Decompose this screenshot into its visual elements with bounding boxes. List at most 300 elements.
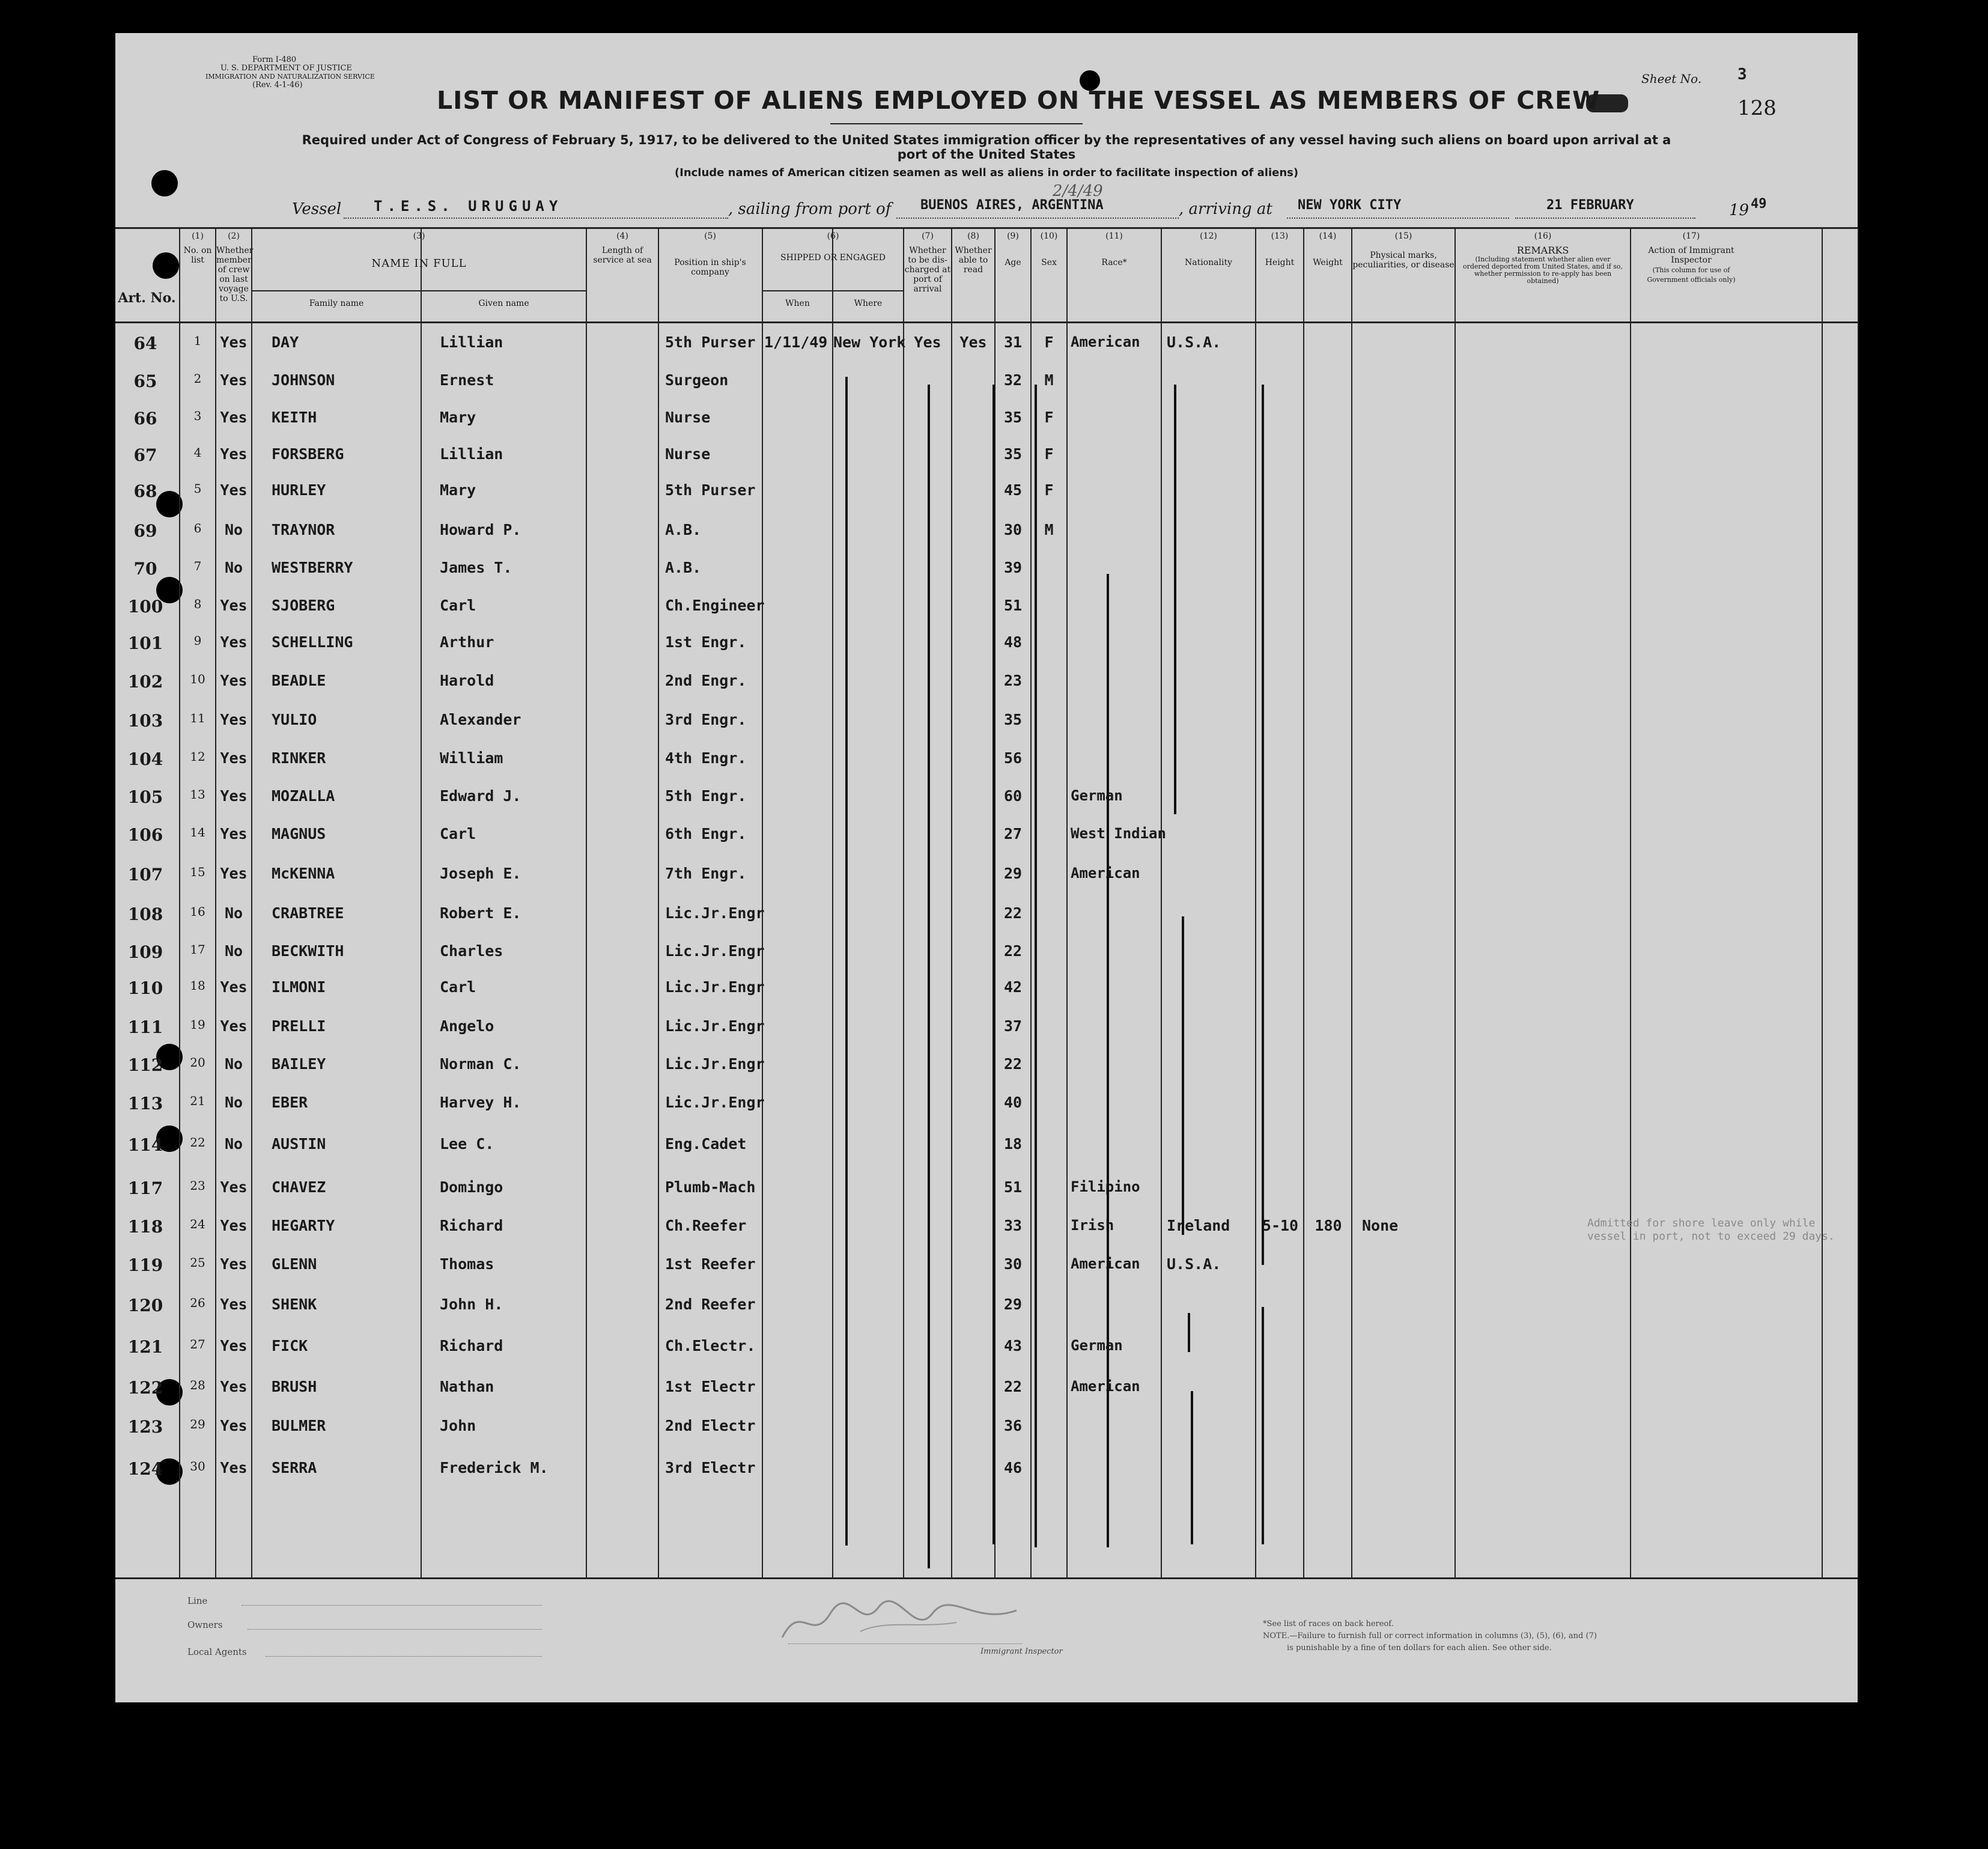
cell-sex: F: [1044, 334, 1054, 351]
col-13-number: (13): [1271, 231, 1289, 241]
cell-given: Lee C.: [440, 1135, 494, 1153]
cell-art: 114: [127, 1135, 163, 1155]
cell-age: 27: [1003, 825, 1023, 842]
table-row: [115, 481, 1858, 511]
cell-crew: Yes: [220, 1255, 248, 1273]
col-12-label: Nationality: [1185, 258, 1232, 267]
cell-height: 5-10: [1262, 1217, 1299, 1234]
cell-no: 23: [190, 1178, 205, 1193]
cell-crew: No: [224, 1135, 243, 1153]
col-1-number: (1): [192, 231, 204, 241]
cell-marks: None: [1362, 1217, 1399, 1234]
cell-age: 30: [1003, 521, 1023, 538]
cell-age: 36: [1003, 1417, 1023, 1434]
cell-given: Domingo: [440, 1178, 503, 1196]
sheet-label: Sheet No.: [1641, 72, 1702, 86]
col-17-number: (17): [1682, 231, 1700, 241]
cell-age: 30: [1003, 1255, 1023, 1273]
cell-position: Ch.Reefer: [665, 1217, 747, 1234]
cell-family: WESTBERRY: [272, 559, 353, 576]
table-top-rule: [115, 227, 1858, 229]
col-16-note: (Including statement whether alien ever ordered deported from United States, and if so, whether permission to re-apply has been obtained): [1463, 255, 1623, 285]
cell-no: 20: [190, 1055, 205, 1070]
col-11-number: (11): [1105, 231, 1123, 241]
cell-given: Lillian: [440, 334, 503, 351]
cell-crew: No: [224, 521, 243, 538]
cell-given: Robert E.: [440, 904, 521, 922]
where-label: Where: [854, 299, 883, 308]
cell-art: 124: [127, 1459, 163, 1479]
cell-art: 123: [127, 1417, 163, 1437]
handwritten-date: 2/4/49: [1053, 182, 1103, 200]
col-15-label: Physical marks, peculiarities, or disease: [1352, 251, 1455, 270]
cell-art: 112: [127, 1055, 163, 1075]
form-subtitle-3: (Include names of American citizen seamen as well as aliens in order to facilitate inspection of aliens): [674, 166, 1299, 179]
cell-given: Joseph E.: [440, 865, 521, 882]
cell-age: 31: [1003, 334, 1023, 351]
header-col-15: [1352, 231, 1455, 270]
cell-art: 122: [127, 1378, 163, 1398]
cell-age: 35: [1003, 445, 1023, 463]
col-8-number: (8): [967, 231, 979, 241]
cell-family: PRELLI: [272, 1017, 326, 1035]
cell-no: 14: [190, 825, 205, 839]
table-row: [115, 1094, 1858, 1124]
cell-crew: Yes: [220, 749, 248, 767]
cell-crew: No: [224, 1055, 243, 1073]
cell-given: Arthur: [440, 633, 494, 651]
ditto-line-discharged: [992, 385, 995, 1544]
cell-crew: Yes: [220, 865, 248, 882]
cell-position: 5th Purser: [665, 481, 756, 499]
arriving-label: , arriving at: [1179, 200, 1272, 218]
table-row: [115, 1417, 1858, 1447]
cell-crew: No: [224, 904, 243, 922]
header-given-name: [422, 299, 586, 308]
cell-art: 117: [127, 1178, 163, 1198]
cell-given: James T.: [440, 559, 512, 576]
cell-age: 33: [1003, 1217, 1023, 1234]
arrival-year: 49: [1751, 196, 1767, 212]
col-2-label: Whether member of crew on last voyage to U.S.: [216, 246, 254, 303]
date-underline: [1515, 218, 1695, 219]
cell-position: Plumb-Mach: [665, 1178, 756, 1196]
cell-race: American: [1071, 334, 1140, 350]
col-15-number: (15): [1394, 231, 1412, 241]
given-name-label: Given name: [478, 299, 529, 308]
header-col-2: [216, 231, 254, 303]
cell-family: YULIO: [272, 711, 317, 728]
table-row: [115, 978, 1858, 1008]
header-art-no: [115, 291, 178, 305]
col-12-number: (12): [1200, 231, 1217, 241]
ditto-line-race-4: [1191, 1391, 1193, 1544]
cell-family: SHENK: [272, 1296, 317, 1313]
cell-no: 22: [190, 1135, 205, 1150]
table-row: [115, 521, 1858, 551]
table-bottom-rule: [115, 1577, 1858, 1579]
cell-age: 48: [1003, 633, 1023, 651]
cell-sex: F: [1044, 481, 1054, 499]
cell-given: Carl: [440, 825, 476, 842]
cell-art: 107: [127, 865, 163, 885]
table-row: [115, 1255, 1858, 1285]
table-row: [115, 749, 1858, 779]
cell-race: American: [1071, 865, 1140, 882]
cell-family: DAY: [272, 334, 299, 351]
cell-art: 103: [127, 711, 163, 731]
ditto-line-nationality: [1262, 385, 1264, 1265]
table-row: [115, 334, 1858, 364]
cell-family: ILMONI: [272, 978, 326, 996]
col-3-number: (3): [413, 231, 425, 241]
cell-art: 104: [127, 749, 163, 769]
cell-crew: Yes: [220, 1296, 248, 1313]
cell-age: 23: [1003, 672, 1023, 689]
cell-position: 5th Purser: [665, 334, 756, 351]
cell-crew: Yes: [220, 481, 248, 499]
form-subtitle: Required under Act of Congress of February 5, 1917, to be delivered to the United States immigration officer by the representatives of any vessel having such aliens on board upon arrival at a: [302, 133, 1671, 147]
cell-family: BEADLE: [272, 672, 326, 689]
table-row: [115, 825, 1858, 855]
cell-given: Angelo: [440, 1017, 494, 1035]
cell-no: 19: [190, 1017, 205, 1032]
cell-age: 22: [1003, 1055, 1023, 1073]
cell-remarks: Admitted for shore leave only while vessel in port, not to exceed 29 days.: [1587, 1217, 1835, 1243]
cell-crew: Yes: [220, 334, 248, 351]
cell-family: McKENNA: [272, 865, 335, 882]
col-1-label: No. on list: [183, 246, 212, 265]
cell-family: CHAVEZ: [272, 1178, 326, 1196]
cell-sex: F: [1044, 445, 1054, 463]
cell-no: 4: [193, 445, 202, 460]
cell-no: 5: [193, 481, 202, 496]
header-when: [763, 299, 832, 308]
col-9-label: Age: [1005, 258, 1021, 267]
cell-age: 29: [1003, 1296, 1023, 1313]
cell-family: HURLEY: [272, 481, 326, 499]
footer-note-3: is punishable by a fine of ten dollars for each alien. See other side.: [1287, 1643, 1552, 1653]
footer-agents-label: Local Agents: [187, 1646, 247, 1657]
cell-race: Filipino: [1071, 1178, 1140, 1195]
sheet-number: 3: [1737, 65, 1747, 84]
cell-family: EBER: [272, 1094, 308, 1111]
cell-crew: Yes: [220, 633, 248, 651]
col-6-label: SHIPPED OR ENGAGED: [780, 253, 886, 263]
cell-no: 28: [190, 1378, 205, 1392]
cell-crew: No: [224, 1094, 243, 1111]
signature-rule: [788, 1643, 1023, 1644]
cell-art: 121: [127, 1337, 163, 1357]
cell-age: 22: [1003, 1378, 1023, 1395]
cell-given: Thomas: [440, 1255, 494, 1273]
footer-owners-label: Owners: [187, 1619, 223, 1630]
table-row: [115, 942, 1858, 972]
vessel-label: Vessel: [292, 200, 342, 218]
cell-position: Ch.Electr.: [665, 1337, 756, 1354]
cell-no: 16: [190, 904, 205, 919]
cell-crew: Yes: [220, 597, 248, 614]
cell-art: 113: [127, 1094, 163, 1113]
manifest-sheet: [115, 33, 1858, 1702]
cell-given: John: [440, 1417, 476, 1434]
cell-no: 6: [193, 521, 202, 535]
cell-position: A.B.: [665, 521, 702, 538]
inspector-signature: [776, 1595, 1029, 1649]
header-col-12: [1162, 231, 1255, 267]
cell-no: 10: [190, 672, 205, 686]
table-row: [115, 1378, 1858, 1408]
header-col-17: [1631, 231, 1751, 284]
cell-age: 37: [1003, 1017, 1023, 1035]
table-row: [115, 865, 1858, 895]
cell-age: 40: [1003, 1094, 1023, 1111]
cell-no: 18: [190, 978, 205, 993]
page-number: 128: [1737, 96, 1777, 120]
cell-given: Carl: [440, 978, 476, 996]
cell-crew: Yes: [220, 1217, 248, 1234]
cell-family: TRAYNOR: [272, 521, 335, 538]
header-col-16: [1456, 231, 1630, 285]
ditto-line-race-3: [1188, 1313, 1190, 1352]
title-rule: [830, 123, 1083, 124]
col-14-label: Weight: [1313, 258, 1343, 267]
cell-given: Norman C.: [440, 1055, 521, 1073]
cell-no: 9: [193, 633, 202, 648]
cell-no: 3: [193, 409, 202, 423]
cell-crew: Yes: [220, 978, 248, 996]
cell-sex: M: [1044, 521, 1054, 538]
ditto-line-when: [845, 377, 848, 1546]
cell-family: KEITH: [272, 409, 317, 426]
header-col-4: [587, 231, 658, 265]
table-row: [115, 787, 1858, 817]
cell-family: HEGARTY: [272, 1217, 335, 1234]
cell-position: Lic.Jr.Engr: [665, 904, 765, 922]
col-7-label: Whether to be dis-charged at port of arrival: [904, 246, 951, 294]
cell-art: 102: [127, 672, 163, 692]
departure-port: BUENOS AIRES, ARGENTINA: [920, 198, 1104, 213]
cell-position: A.B.: [665, 559, 702, 576]
header-family-name: [252, 299, 421, 308]
cell-crew: Yes: [220, 1378, 248, 1395]
cell-family: CRABTREE: [272, 904, 344, 922]
col-11-label: Race*: [1101, 258, 1127, 267]
header-col-5: [659, 231, 761, 277]
cell-family: BULMER: [272, 1417, 326, 1434]
service-line: IMMIGRATION AND NATURALIZATION SERVICE: [205, 73, 375, 81]
table-row: [115, 904, 1858, 934]
cell-position: 7th Engr.: [665, 865, 747, 882]
col-16-label: REMARKS: [1516, 245, 1569, 256]
cell-age: 42: [1003, 978, 1023, 996]
cell-given: Ernest: [440, 371, 494, 389]
cell-no: 29: [190, 1417, 205, 1431]
cell-position: Ch.Engineer: [665, 597, 765, 614]
cell-given: Harold: [440, 672, 494, 689]
cell-art: 68: [133, 481, 157, 501]
col-5-number: (5): [704, 231, 716, 241]
header-col-13: [1256, 231, 1303, 267]
cell-crew: Yes: [220, 409, 248, 426]
cell-art: 66: [133, 409, 157, 428]
arrival-underline: [1287, 218, 1509, 219]
table-row: [115, 672, 1858, 702]
cell-position: 5th Engr.: [665, 787, 747, 805]
table-row: [115, 1178, 1858, 1208]
cell-no: 8: [193, 597, 202, 611]
cell-position: Lic.Jr.Engr: [665, 1055, 765, 1073]
cell-position: Lic.Jr.Engr: [665, 942, 765, 960]
cell-no: 17: [190, 942, 205, 957]
cell-sex: M: [1044, 371, 1054, 389]
cell-family: BRUSH: [272, 1378, 317, 1395]
table-row: [115, 1217, 1858, 1247]
col-14-number: (14): [1319, 231, 1337, 241]
col-13-label: Height: [1265, 258, 1295, 267]
cell-age: 35: [1003, 711, 1023, 728]
cell-family: RINKER: [272, 749, 326, 767]
cell-given: Mary: [440, 481, 476, 499]
cell-crew: Yes: [220, 711, 248, 728]
cell-race: West Indian: [1071, 825, 1166, 842]
cell-crew: No: [224, 942, 243, 960]
cell-no: 1: [193, 334, 202, 348]
cell-age: 56: [1003, 749, 1023, 767]
cell-art: 120: [127, 1296, 163, 1315]
cell-family: JOHNSON: [272, 371, 335, 389]
cell-nationality: U.S.A.: [1167, 334, 1221, 351]
cell-read: Yes: [959, 334, 987, 351]
sailing-label: , sailing from port of: [728, 200, 892, 218]
cell-race: German: [1071, 787, 1123, 804]
cell-family: MOZALLA: [272, 787, 335, 805]
cell-crew: Yes: [220, 1337, 248, 1354]
cell-position: Surgeon: [665, 371, 729, 389]
cell-family: SJOBERG: [272, 597, 335, 614]
table-row: [115, 409, 1858, 439]
cell-given: Mary: [440, 409, 476, 426]
cell-age: 45: [1003, 481, 1023, 499]
cell-age: 35: [1003, 409, 1023, 426]
table-row: [115, 711, 1858, 741]
header-where: [833, 299, 903, 308]
header-col-7: [904, 231, 951, 294]
table-row: [115, 1135, 1858, 1165]
cell-crew: Yes: [220, 1417, 248, 1434]
ditto-line-race-2: [1182, 916, 1184, 1235]
header-bottom-rule: [115, 321, 1858, 323]
cell-age: 18: [1003, 1135, 1023, 1153]
col-17-label: Action of Immigrant Inspector: [1648, 246, 1734, 265]
department-line: U. S. DEPARTMENT OF JUSTICE: [220, 64, 352, 73]
cell-given: Richard: [440, 1337, 503, 1354]
cell-family: GLENN: [272, 1255, 317, 1273]
col-10-number: (10): [1040, 231, 1058, 241]
cell-art: 119: [127, 1255, 163, 1275]
footer-note-2: NOTE.—Failure to furnish full or correct information in columns (3), (5), (6), and (7): [1263, 1631, 1597, 1640]
col-5-label: Position in ship's company: [674, 258, 746, 277]
cell-given: Edward J.: [440, 787, 521, 805]
cell-art: 64: [133, 334, 157, 353]
cell-art: 65: [133, 371, 157, 391]
table-row: [115, 633, 1858, 663]
col-8-label: Whether able to read: [955, 246, 992, 275]
cell-where: New York: [833, 334, 906, 351]
art-no-label: Art. No.: [118, 290, 176, 306]
cell-position: 1st Engr.: [665, 633, 747, 651]
vessel-underline: [344, 218, 728, 219]
cell-crew: Yes: [220, 825, 248, 842]
header-col-10: [1032, 231, 1066, 267]
vessel-name: T.E.S. URUGUAY: [374, 198, 563, 215]
footer-owners-rule: [248, 1629, 542, 1630]
cell-family: FICK: [272, 1337, 308, 1354]
cell-no: 26: [190, 1296, 205, 1310]
cell-crew: Yes: [220, 371, 248, 389]
cell-family: SERRA: [272, 1459, 317, 1476]
cell-art: 106: [127, 825, 163, 845]
punch-hole: [151, 170, 178, 196]
cell-no: 13: [190, 787, 205, 802]
cell-no: 15: [190, 865, 205, 879]
cell-age: 39: [1003, 559, 1023, 576]
cell-race: German: [1071, 1337, 1123, 1354]
revision-label: (Rev. 4-1-46): [252, 81, 303, 90]
cell-family: MAGNUS: [272, 825, 326, 842]
cell-nationality: Ireland: [1167, 1217, 1230, 1234]
cell-position: 1st Reefer: [665, 1255, 756, 1273]
cell-position: Nurse: [665, 445, 711, 463]
cell-art: 118: [127, 1217, 163, 1237]
ditto-line-sex: [1107, 574, 1109, 1547]
cell-family: AUSTIN: [272, 1135, 326, 1153]
cell-given: Charles: [440, 942, 503, 960]
cell-crew: Yes: [220, 1017, 248, 1035]
table-row: [115, 1055, 1858, 1085]
cell-position: Lic.Jr.Engr: [665, 1094, 765, 1111]
cell-age: 32: [1003, 371, 1023, 389]
cell-position: 6th Engr.: [665, 825, 747, 842]
form-title: LIST OR MANIFEST OF ALIENS EMPLOYED ON THE VESSEL AS MEMBERS OF CREW: [437, 86, 1600, 115]
name-subheader-rule: [252, 290, 586, 291]
cell-position: 1st Electr: [665, 1378, 756, 1395]
table-row: [115, 1017, 1858, 1047]
cell-position: 2nd Reefer: [665, 1296, 756, 1313]
cell-no: 25: [190, 1255, 205, 1270]
cell-no: 24: [190, 1217, 205, 1231]
table-row: [115, 559, 1858, 589]
ditto-line-race-1: [1174, 385, 1176, 814]
table-row: [115, 1459, 1858, 1489]
header-col-11: [1068, 231, 1161, 267]
cell-art: 108: [127, 904, 163, 924]
arrival-date: 21 FEBRUARY: [1546, 198, 1634, 213]
cell-art: 110: [127, 978, 163, 998]
cell-art: 69: [133, 521, 157, 541]
cell-crew: Yes: [220, 445, 248, 463]
footer-line-label: Line: [187, 1595, 208, 1606]
cell-family: FORSBERG: [272, 445, 344, 463]
ditto-line-nationality-2: [1262, 1307, 1264, 1544]
col-9-number: (9): [1007, 231, 1019, 241]
cell-art: 67: [133, 445, 157, 465]
ditto-line-read: [1035, 385, 1037, 1547]
cell-position: 3rd Engr.: [665, 711, 747, 728]
cell-art: 111: [127, 1017, 163, 1037]
cell-art: 101: [127, 633, 163, 653]
family-name-label: Family name: [309, 299, 364, 308]
